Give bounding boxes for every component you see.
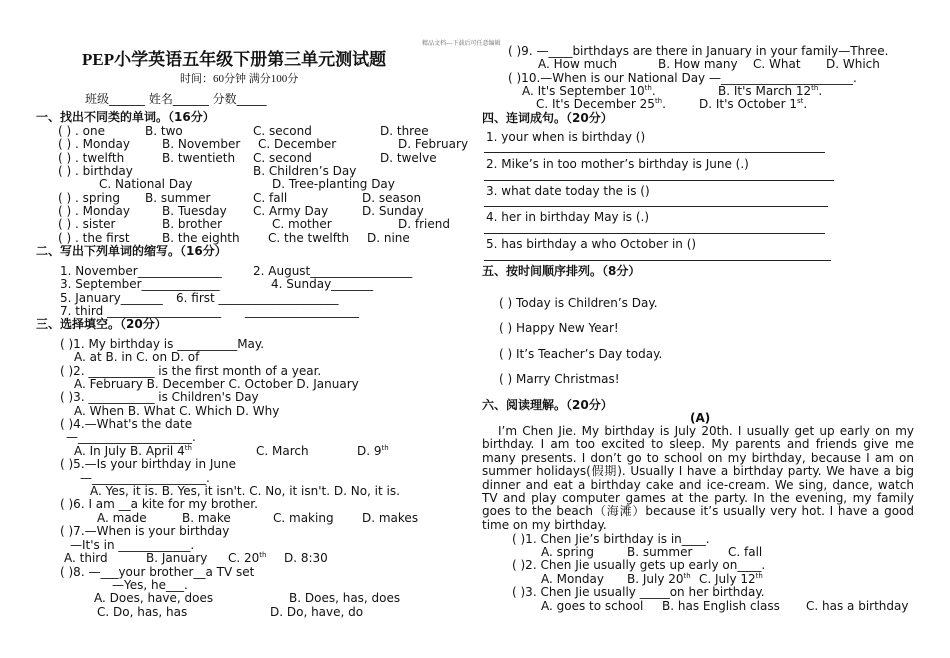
section-1-heading: 一、找出不同类的单词。（16分） <box>36 110 215 124</box>
answer-line <box>484 180 834 181</box>
s3-q4-opt-c: C. March <box>256 444 309 458</box>
s2-r1-b: 4. Sunday_______ <box>271 277 374 291</box>
s3-q6-opt-b: B. make <box>182 511 231 525</box>
student-info: 班级______ 姓名______ 分数_____ <box>85 92 267 106</box>
s6-q2-opt-c: C. July 12th <box>699 572 763 586</box>
s2-r1-a: 3. September_____________ <box>60 277 220 291</box>
s6-q2-opt-b: B. July 20th <box>627 572 691 586</box>
s3-q9-opt-b: B. How many <box>658 57 738 71</box>
s5-item-1: ( ) Today is Children’s Day. <box>499 296 658 310</box>
s6-q3-opt-b: B. has English class <box>662 599 780 613</box>
s1-r6-d: D. Sunday <box>362 204 424 218</box>
s3-q10-opt-a: A. It's September 10th. <box>522 84 656 98</box>
s3-q4: ( )4.—What's the date <box>60 417 193 431</box>
s1-r0-a: ( ) . one <box>58 124 105 138</box>
s6-q1-opt-a: A. spring <box>541 545 594 559</box>
section-5-heading: 五、按时间顺序排列。（8分） <box>482 264 641 278</box>
s4-item-4: 4. her in birthday May is (.) <box>486 210 650 224</box>
s1-r1-d: D. February <box>398 137 469 151</box>
s3-q6-opt-a: A. made <box>97 511 147 525</box>
s3-q5-blank: —___________________. <box>80 471 210 485</box>
s1-r0-d: D. three <box>380 124 429 138</box>
s6-q3: ( )3. Chen Jie usually _____on her birthday. <box>512 585 765 599</box>
s3-q9-opt-d: D. Which <box>826 57 880 71</box>
s2-r2-b: 6. first ____________________ <box>176 291 339 305</box>
s3-q7-opt-c: C. 20th <box>228 551 267 565</box>
s6-q1-opt-b: B. summer <box>627 545 693 559</box>
header-note: 精品文档---下载后可任意编辑 <box>422 40 501 47</box>
s3-q8: ( )8. —___your brother__a TV set <box>60 565 255 579</box>
s6-q3-opt-a: A. goes to school <box>541 599 644 613</box>
s1-r5-d: D. season <box>362 191 422 205</box>
section-2-heading: 二、写出下列单词的缩写。（16分） <box>36 244 227 258</box>
s1-r2-d: D. twelve <box>380 151 437 165</box>
s1-r3-c: B. Children’s Day <box>253 164 357 178</box>
s3-q1: ( )1. My birthday is __________May. <box>60 337 265 351</box>
s6-q1: ( )1. Chen Jie’s birthday is in____. <box>512 532 710 546</box>
s6-q2-opt-a: A. Monday <box>541 572 604 586</box>
s3-q6-opt-c: C. making <box>273 511 334 525</box>
s3-q10-opt-b: B. It's March 12th. <box>718 84 823 98</box>
s3-q8-reply: —Yes, he___. <box>112 578 188 592</box>
s1-r5-b: B. summer <box>145 191 211 205</box>
s3-q9-opt-c: C. What <box>753 57 801 71</box>
s3-q7-blank: —It's in ____________. <box>70 538 195 552</box>
s1-r3-a: ( ) . birthday <box>58 164 133 178</box>
s5-item-3: ( ) It’s Teacher’s Day today. <box>499 347 663 361</box>
s2-r0-a: 1. November______________ <box>60 264 222 278</box>
passage-label: (A) <box>690 411 711 425</box>
s3-q9-opt-a: A. How much <box>538 57 618 71</box>
section-4-heading: 四、连词成句。（20分） <box>482 111 613 125</box>
s3-q7-opt-b: B. January <box>146 551 208 565</box>
s3-q8-opt-b: B. Does, has, does <box>289 591 401 605</box>
s1-r6-c: C. Army Day <box>253 204 329 218</box>
s4-item-2: 2. Mike’s in too mother’s birthday is June (.) <box>486 157 749 171</box>
s6-q3-opt-c: C. has a birthday <box>806 599 909 613</box>
s1-r8-c: C. the twelfth <box>268 231 350 245</box>
s1-r0-b: B. two <box>145 124 183 138</box>
s3-q8-opt-a: A. Does, have, does <box>94 591 214 605</box>
s1-r2-c: C. second <box>253 151 312 165</box>
s1-r1-b: B. November <box>162 137 241 151</box>
s1-r2-a: ( ) . twelfth <box>58 151 125 165</box>
s1-r8-b: B. the eighth <box>162 231 240 245</box>
s3-q6-opt-d: D. makes <box>362 511 419 525</box>
s3-q4-blank: —___________________. <box>66 430 196 444</box>
s3-q9: ( )9. —____birthdays are there in January in your family—Three. <box>508 44 889 58</box>
s1-r8-a: ( ) . the first <box>58 231 130 245</box>
s3-q2-options: A. February B. December C. October D. January <box>74 377 359 391</box>
s3-q8-opt-d: D. Do, have, do <box>270 605 364 619</box>
s2-r3-b: ___________________ <box>245 304 359 318</box>
answer-line <box>484 206 828 207</box>
s1-r7-b: B. brother <box>162 217 223 231</box>
s1-r4-c: D. Tree-planting Day <box>272 177 395 191</box>
answer-line <box>484 152 825 153</box>
s3-q10-opt-c: C. It's December 25th. <box>536 97 666 111</box>
s4-item-1: 1. your when is birthday () <box>486 130 646 144</box>
s1-r8-d: D. nine <box>367 231 410 245</box>
s5-item-4: ( ) Marry Christmas! <box>499 372 620 386</box>
s2-r0-b: 2. August_________________ <box>253 264 413 278</box>
s5-item-2: ( ) Happy New Year! <box>499 321 619 335</box>
s4-item-5: 5. has birthday a who October in () <box>486 237 697 251</box>
s3-q8-opt-c: C. Do, has, has <box>97 605 188 619</box>
s1-r5-c: C. fall <box>253 191 288 205</box>
s1-r2-b: B. twentieth <box>162 151 236 165</box>
page-title: PEP小学英语五年级下册第三单元测试题 <box>82 50 387 69</box>
s3-q5: ( )5.—Is your birthday in June <box>60 457 236 471</box>
s4-item-3: 3. what date today the is () <box>486 184 650 198</box>
s1-r7-c: C. mother <box>272 217 332 231</box>
s1-r1-a: ( ) . Monday <box>58 137 130 151</box>
s3-q5-options: A. Yes, it is. B. Yes, it isn't. C. No, it isn't. D. No, it is. <box>90 484 400 498</box>
s1-r4-b: C. National Day <box>99 177 193 191</box>
s2-r2-a: 5. January_______ <box>60 291 163 305</box>
s3-q3-options: A. When B. What C. Which D. Why <box>74 404 280 418</box>
s6-q1-opt-c: C. fall <box>728 545 763 559</box>
s3-q7-opt-d: D. 8:30 <box>284 551 328 565</box>
s3-q7-opt-a: A. third <box>64 551 108 565</box>
section-6-heading: 六、阅读理解。（20分） <box>482 398 613 412</box>
answer-line <box>484 233 825 234</box>
s1-r0-c: C. second <box>253 124 312 138</box>
page-subtitle: 时间：60分钟 满分100分 <box>180 73 299 85</box>
s1-r5-a: ( ) . spring <box>58 191 120 205</box>
s3-q6: ( )6. I am __a kite for my brother. <box>60 497 258 511</box>
reading-passage: I’m Chen Jie. My birthday is July 20th. I usually get up early on my birthday. I am too excited to sleep. My parents and friends give me many presents. I don’t go to school on my birthday, because I am on summer holidays(假期). Usually I have a birthday party. We have a big dinner and eat a birthday cake and ice-cream. We sing, dance, watch TV and play computer games at the party. In the evening, my family goes to the beach（海滩）because it’s usually very hot. I have a good time on my birthday. <box>482 424 914 532</box>
s1-r7-d: D. friend <box>398 217 450 231</box>
s3-q4-opt-d: D. 9th <box>357 444 389 458</box>
s2-r3-a: 7. third ___________________ <box>60 304 222 318</box>
s1-r6-b: B. Tuesday <box>162 204 227 218</box>
answer-line <box>484 260 831 261</box>
s3-q10: ( )10.—When is our National Day —______________________. <box>508 71 857 85</box>
s1-r7-a: ( ) . sister <box>58 217 116 231</box>
s1-r1-c: C. December <box>258 137 337 151</box>
s3-q4-opt-ab: A. In July B. April 4th <box>74 444 192 458</box>
section-3-heading: 三、选择填空。（20分） <box>36 317 167 331</box>
s3-q7: ( )7.—When is your birthday <box>60 524 230 538</box>
s6-q2: ( )2. Chen Jie usually gets up early on____. <box>512 558 766 572</box>
s3-q3: ( )3. ___________ is Children's Day <box>60 390 259 404</box>
s3-q10-opt-d: D. It's October 1st. <box>699 97 808 111</box>
s3-q1-options: A. at B. in C. on D. of <box>74 350 200 364</box>
s1-r6-a: ( ) . Monday <box>58 204 130 218</box>
s3-q2: ( )2. ___________ is the first month of a year. <box>60 364 322 378</box>
